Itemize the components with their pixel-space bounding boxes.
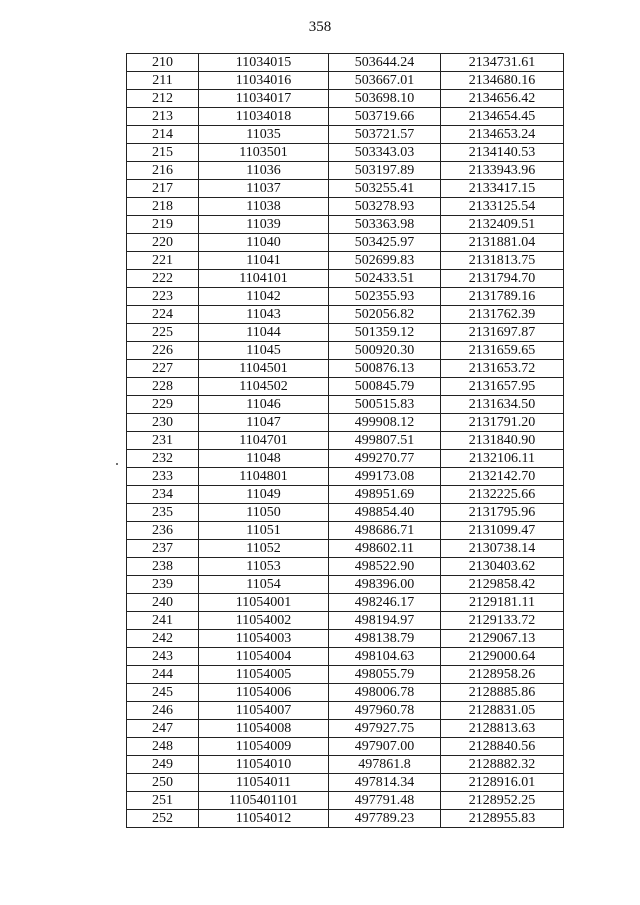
y-coordinate-cell: 2131794.70 [441,270,564,288]
point-id-cell: 11049 [199,486,329,504]
x-coordinate-cell: 499908.12 [329,414,441,432]
y-coordinate-cell: 2128882.32 [441,756,564,774]
row-index-cell: 247 [127,720,199,738]
row-index-cell: 242 [127,630,199,648]
table-row [127,810,564,828]
y-coordinate-cell: 2128813.63 [441,720,564,738]
x-coordinate-cell: 498006.78 [329,684,441,702]
point-id-cell: 11054004 [199,648,329,666]
y-coordinate-cell: 2134654.45 [441,108,564,126]
row-index-cell: 241 [127,612,199,630]
table-row [127,180,564,198]
table-row [127,666,564,684]
table-row [127,774,564,792]
row-index-cell: 226 [127,342,199,360]
y-coordinate-cell: 2132225.66 [441,486,564,504]
row-index-cell: 225 [127,324,199,342]
row-index-cell: 212 [127,90,199,108]
table-row [127,72,564,90]
y-coordinate-cell: 2131840.90 [441,432,564,450]
row-index-cell: 218 [127,198,199,216]
point-id-cell: 1105401101 [199,792,329,810]
y-coordinate-cell: 2131791.20 [441,414,564,432]
point-id-cell: 11034017 [199,90,329,108]
row-index-cell: 233 [127,468,199,486]
point-id-cell: 1103501 [199,144,329,162]
x-coordinate-cell: 498246.17 [329,594,441,612]
table-row [127,270,564,288]
x-coordinate-cell: 500515.83 [329,396,441,414]
x-coordinate-cell: 503278.93 [329,198,441,216]
y-coordinate-cell: 2130738.14 [441,540,564,558]
y-coordinate-cell: 2128831.05 [441,702,564,720]
point-id-cell: 11039 [199,216,329,234]
table-row [127,702,564,720]
x-coordinate-cell: 498194.97 [329,612,441,630]
x-coordinate-cell: 498396.00 [329,576,441,594]
row-index-cell: 213 [127,108,199,126]
x-coordinate-cell: 497791.48 [329,792,441,810]
x-coordinate-cell: 503255.41 [329,180,441,198]
table-row [127,630,564,648]
y-coordinate-cell: 2131657.95 [441,378,564,396]
point-id-cell: 11052 [199,540,329,558]
y-coordinate-cell: 2134680.16 [441,72,564,90]
table-row [127,324,564,342]
x-coordinate-cell: 499270.77 [329,450,441,468]
y-coordinate-cell: 2134140.53 [441,144,564,162]
x-coordinate-cell: 498686.71 [329,522,441,540]
point-id-cell: 11054009 [199,738,329,756]
point-id-cell: 11044 [199,324,329,342]
x-coordinate-cell: 498055.79 [329,666,441,684]
y-coordinate-cell: 2128952.25 [441,792,564,810]
table-row [127,198,564,216]
point-id-cell: 11034016 [199,72,329,90]
row-index-cell: 239 [127,576,199,594]
x-coordinate-cell: 498854.40 [329,504,441,522]
y-coordinate-cell: 2134656.42 [441,90,564,108]
point-id-cell: 11035 [199,126,329,144]
point-id-cell: 11038 [199,198,329,216]
row-index-cell: 224 [127,306,199,324]
y-coordinate-cell: 2131762.39 [441,306,564,324]
point-id-cell: 11054007 [199,702,329,720]
row-index-cell: 221 [127,252,199,270]
y-coordinate-cell: 2131653.72 [441,360,564,378]
x-coordinate-cell: 503698.10 [329,90,441,108]
y-coordinate-cell: 2128958.26 [441,666,564,684]
point-id-cell: 11048 [199,450,329,468]
table-row [127,90,564,108]
table-row [127,594,564,612]
coordinates-table [126,53,564,828]
point-id-cell: 11054006 [199,684,329,702]
x-coordinate-cell: 497789.23 [329,810,441,828]
point-id-cell: 1104502 [199,378,329,396]
point-id-cell: 11054003 [199,630,329,648]
y-coordinate-cell: 2128955.83 [441,810,564,828]
row-index-cell: 248 [127,738,199,756]
x-coordinate-cell: 502056.82 [329,306,441,324]
x-coordinate-cell: 498522.90 [329,558,441,576]
margin-dot [116,463,118,465]
y-coordinate-cell: 2129181.11 [441,594,564,612]
table-row [127,126,564,144]
row-index-cell: 234 [127,486,199,504]
point-id-cell: 11042 [199,288,329,306]
y-coordinate-cell: 2128916.01 [441,774,564,792]
table-row [127,108,564,126]
y-coordinate-cell: 2131795.96 [441,504,564,522]
x-coordinate-cell: 497907.00 [329,738,441,756]
point-id-cell: 11034018 [199,108,329,126]
row-index-cell: 231 [127,432,199,450]
x-coordinate-cell: 500876.13 [329,360,441,378]
row-index-cell: 227 [127,360,199,378]
point-id-cell: 11046 [199,396,329,414]
row-index-cell: 245 [127,684,199,702]
point-id-cell: 11047 [199,414,329,432]
y-coordinate-cell: 2134653.24 [441,126,564,144]
table-row [127,486,564,504]
y-coordinate-cell: 2133417.15 [441,180,564,198]
row-index-cell: 252 [127,810,199,828]
row-index-cell: 230 [127,414,199,432]
table-row [127,468,564,486]
point-id-cell: 1104501 [199,360,329,378]
table-row [127,288,564,306]
table-row [127,558,564,576]
x-coordinate-cell: 500845.79 [329,378,441,396]
row-index-cell: 210 [127,54,199,72]
row-index-cell: 211 [127,72,199,90]
row-index-cell: 235 [127,504,199,522]
table-row [127,684,564,702]
x-coordinate-cell: 498138.79 [329,630,441,648]
table-row [127,738,564,756]
y-coordinate-cell: 2131634.50 [441,396,564,414]
x-coordinate-cell: 497960.78 [329,702,441,720]
x-coordinate-cell: 503197.89 [329,162,441,180]
table-row [127,162,564,180]
row-index-cell: 217 [127,180,199,198]
point-id-cell: 11051 [199,522,329,540]
x-coordinate-cell: 499173.08 [329,468,441,486]
x-coordinate-cell: 497927.75 [329,720,441,738]
table-row [127,612,564,630]
y-coordinate-cell: 2129133.72 [441,612,564,630]
table-row [127,648,564,666]
row-index-cell: 219 [127,216,199,234]
row-index-cell: 237 [127,540,199,558]
row-index-cell: 244 [127,666,199,684]
table-row [127,576,564,594]
point-id-cell: 11043 [199,306,329,324]
page-number: 358 [308,19,332,35]
table-row [127,360,564,378]
table-row [127,522,564,540]
point-id-cell: 1104801 [199,468,329,486]
y-coordinate-cell: 2133125.54 [441,198,564,216]
table-row [127,414,564,432]
x-coordinate-cell: 502433.51 [329,270,441,288]
row-index-cell: 243 [127,648,199,666]
y-coordinate-cell: 2131659.65 [441,342,564,360]
x-coordinate-cell: 498104.63 [329,648,441,666]
x-coordinate-cell: 503425.97 [329,234,441,252]
x-coordinate-cell: 499807.51 [329,432,441,450]
table-row [127,432,564,450]
y-coordinate-cell: 2131813.75 [441,252,564,270]
x-coordinate-cell: 500920.30 [329,342,441,360]
x-coordinate-cell: 503721.57 [329,126,441,144]
row-index-cell: 220 [127,234,199,252]
table-row [127,342,564,360]
point-id-cell: 11054011 [199,774,329,792]
x-coordinate-cell: 497861.8 [329,756,441,774]
row-index-cell: 216 [127,162,199,180]
point-id-cell: 11054008 [199,720,329,738]
table-row [127,234,564,252]
table-row [127,720,564,738]
x-coordinate-cell: 503363.98 [329,216,441,234]
table-row [127,504,564,522]
point-id-cell: 11054010 [199,756,329,774]
row-index-cell: 222 [127,270,199,288]
point-id-cell: 1104701 [199,432,329,450]
row-index-cell: 232 [127,450,199,468]
table-row [127,540,564,558]
table-row [127,756,564,774]
x-coordinate-cell: 503644.24 [329,54,441,72]
point-id-cell: 11045 [199,342,329,360]
point-id-cell: 11037 [199,180,329,198]
row-index-cell: 240 [127,594,199,612]
table-row [127,450,564,468]
point-id-cell: 11054001 [199,594,329,612]
point-id-cell: 11050 [199,504,329,522]
row-index-cell: 223 [127,288,199,306]
x-coordinate-cell: 503719.66 [329,108,441,126]
y-coordinate-cell: 2131881.04 [441,234,564,252]
y-coordinate-cell: 2128885.86 [441,684,564,702]
table-row [127,792,564,810]
row-index-cell: 236 [127,522,199,540]
y-coordinate-cell: 2129858.42 [441,576,564,594]
table-row [127,54,564,72]
row-index-cell: 246 [127,702,199,720]
y-coordinate-cell: 2133943.96 [441,162,564,180]
y-coordinate-cell: 2129067.13 [441,630,564,648]
y-coordinate-cell: 2131099.47 [441,522,564,540]
table-row [127,216,564,234]
y-coordinate-cell: 2132106.11 [441,450,564,468]
y-coordinate-cell: 2130403.62 [441,558,564,576]
x-coordinate-cell: 503667.01 [329,72,441,90]
row-index-cell: 229 [127,396,199,414]
table-row [127,306,564,324]
point-id-cell: 11040 [199,234,329,252]
point-id-cell: 11054 [199,576,329,594]
y-coordinate-cell: 2131697.87 [441,324,564,342]
y-coordinate-cell: 2128840.56 [441,738,564,756]
x-coordinate-cell: 501359.12 [329,324,441,342]
point-id-cell: 11053 [199,558,329,576]
y-coordinate-cell: 2132142.70 [441,468,564,486]
row-index-cell: 249 [127,756,199,774]
y-coordinate-cell: 2129000.64 [441,648,564,666]
x-coordinate-cell: 503343.03 [329,144,441,162]
point-id-cell: 11054012 [199,810,329,828]
table-row [127,144,564,162]
row-index-cell: 214 [127,126,199,144]
point-id-cell: 11041 [199,252,329,270]
table-row [127,252,564,270]
table-row [127,396,564,414]
table-body [127,54,564,828]
row-index-cell: 250 [127,774,199,792]
row-index-cell: 215 [127,144,199,162]
y-coordinate-cell: 2131789.16 [441,288,564,306]
y-coordinate-cell: 2134731.61 [441,54,564,72]
point-id-cell: 11034015 [199,54,329,72]
point-id-cell: 11054005 [199,666,329,684]
point-id-cell: 1104101 [199,270,329,288]
x-coordinate-cell: 498951.69 [329,486,441,504]
y-coordinate-cell: 2132409.51 [441,216,564,234]
point-id-cell: 11054002 [199,612,329,630]
x-coordinate-cell: 497814.34 [329,774,441,792]
point-id-cell: 11036 [199,162,329,180]
x-coordinate-cell: 498602.11 [329,540,441,558]
x-coordinate-cell: 502699.83 [329,252,441,270]
row-index-cell: 251 [127,792,199,810]
table-row [127,378,564,396]
row-index-cell: 228 [127,378,199,396]
row-index-cell: 238 [127,558,199,576]
x-coordinate-cell: 502355.93 [329,288,441,306]
